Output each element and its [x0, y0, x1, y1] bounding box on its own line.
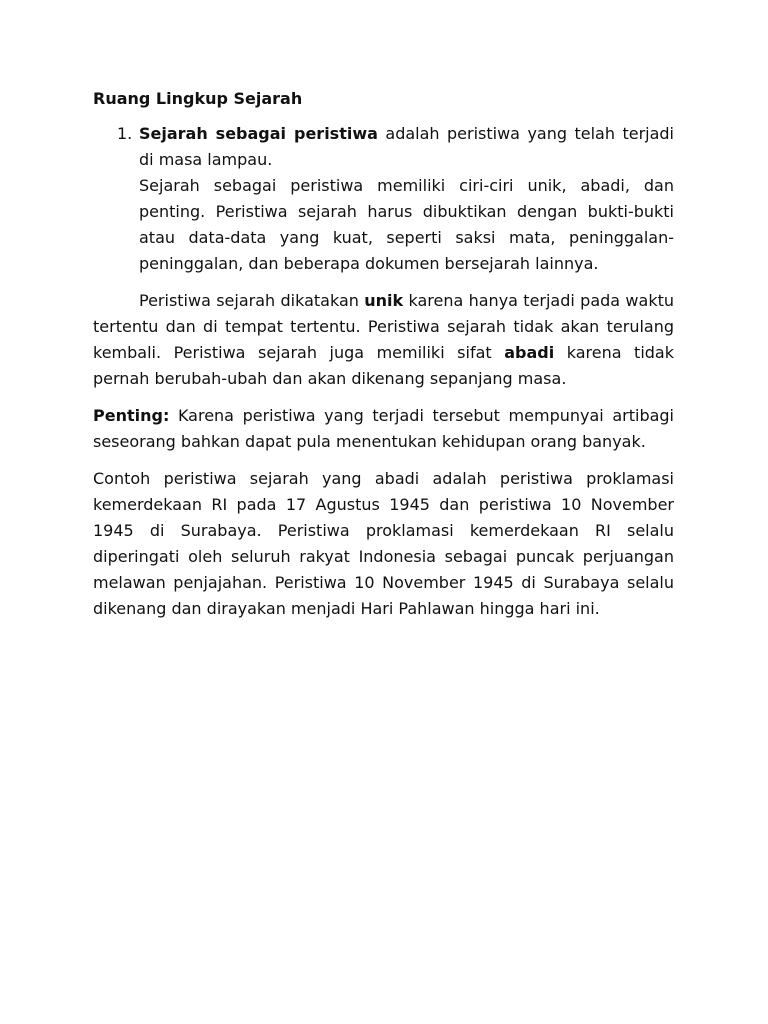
paragraph-penting [93, 403, 674, 455]
paragraph-unik-text-3: karena tidak pernah berubah-ubah dan akan dikenang sepanjang masa. [93, 343, 674, 388]
document-title: Ruang Lingkup Sejarah [93, 89, 303, 108]
paragraph-unik-text-2: karena hanya terjadi pada waktu tertentu dan di tempat tertentu. Peristiwa sejarah tidak akan terulang kembali. Peristiwa sejarah juga memiliki sifat [93, 291, 674, 362]
list-number: 1. [117, 124, 133, 143]
list-item-term: Sejarah sebagai peristiwa [139, 124, 378, 143]
list-item [93, 121, 674, 277]
list-item-definition [139, 121, 674, 173]
document-page [93, 86, 674, 622]
paragraph-penting-text: Karena peristiwa yang terjadi tersebut mempunyai artibagi seseorang bahkan dapat pula menentukan kehidupan orang banyak. [93, 406, 674, 451]
list-item-definition-text: adalah peristiwa yang telah terjadi di masa lampau. [139, 124, 674, 169]
numbered-list [93, 121, 674, 277]
term-abadi: abadi [504, 343, 555, 362]
term-unik: unik [364, 291, 404, 310]
paragraph-unik [93, 288, 674, 392]
paragraph-contoh: Contoh peristiwa sejarah yang abadi adalah peristiwa proklamasi kemerdekaan RI pada 17 Agustus 1945 dan peristiwa 10 November 1945 di Surabaya. Peristiwa proklamasi kemerdekaan RI selalu diperingati oleh seluruh rakyat Indonesia sebagai puncak perjuangan melawan penjajahan. Peristiwa 10 November 1945 di Surabaya selalu dikenang dan dirayakan menjadi Hari Pahlawan hingga hari ini. [93, 469, 674, 618]
paragraph-unik-text-1: Peristiwa sejarah dikatakan [139, 291, 365, 310]
term-penting: Penting: [93, 406, 170, 425]
list-item-description: Sejarah sebagai peristiwa memiliki ciri-ciri unik, abadi, dan penting. Peristiwa sejarah harus dibuktikan dengan bukti-bukti atau data-data yang kuat, seperti saksi mata, peninggalan-peninggalan, dan beberapa dokumen bersejarah lainnya. [139, 176, 674, 273]
